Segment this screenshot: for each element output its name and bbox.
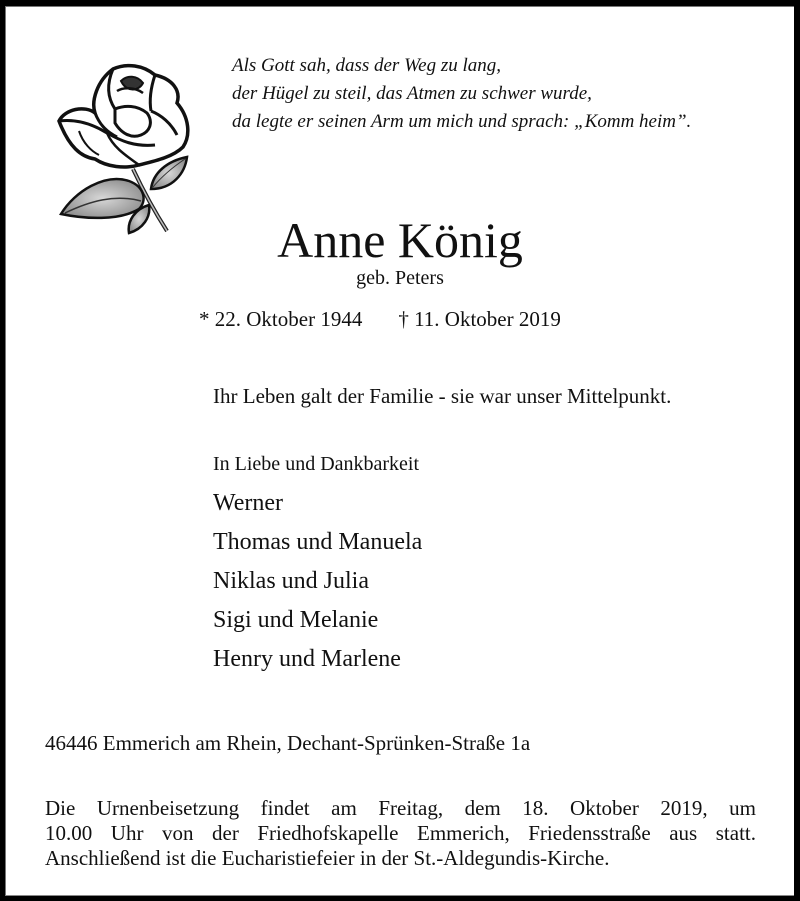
motto: Ihr Leben galt der Familie - sie war unser Mittelpunkt. bbox=[213, 384, 672, 408]
mourner-item: Niklas und Julia bbox=[213, 568, 369, 594]
life-dates bbox=[199, 306, 561, 332]
funeral-info-line: 10.00 Uhr von der Friedhofskapelle Emmerich, Friedensstraße aus statt. bbox=[45, 821, 756, 845]
mourners-list bbox=[213, 484, 422, 679]
funeral-info bbox=[45, 796, 756, 871]
poem-line: der Hügel zu steil, das Atmen zu schwer wurde, bbox=[232, 83, 592, 104]
deceased-name-text: Anne König bbox=[277, 212, 523, 268]
family-address: 46446 Emmerich am Rhein, Dechant-Sprünken-Straße 1a bbox=[45, 731, 531, 755]
poem-line: Als Gott sah, dass der Weg zu lang, bbox=[232, 55, 502, 76]
funeral-info-line: Die Urnenbeisetzung findet am Freitag, dem 18. Oktober 2019, um bbox=[45, 796, 756, 820]
mourner-item: Sigi und Melanie bbox=[213, 607, 379, 633]
mourner-item: Thomas und Manuela bbox=[213, 529, 423, 555]
poem-line: da legte er seinen Arm um mich und sprach: „Komm heim”. bbox=[232, 111, 692, 132]
birth-date: * 22. Oktober 1944 bbox=[199, 307, 363, 331]
death-date: † 11. Oktober 2019 bbox=[398, 307, 561, 331]
mourner-item: Werner bbox=[213, 490, 284, 516]
obituary-notice bbox=[5, 6, 794, 896]
deceased-name bbox=[6, 210, 794, 270]
maiden-name: geb. Peters bbox=[356, 267, 444, 289]
mourner-item: Henry und Marlene bbox=[213, 646, 401, 672]
poem bbox=[232, 52, 691, 136]
funeral-info-line: Anschließend ist die Eucharistiefeier in der St.-Aldegundis-Kirche. bbox=[45, 846, 610, 870]
mourners-intro: In Liebe und Dankbarkeit bbox=[213, 453, 420, 475]
